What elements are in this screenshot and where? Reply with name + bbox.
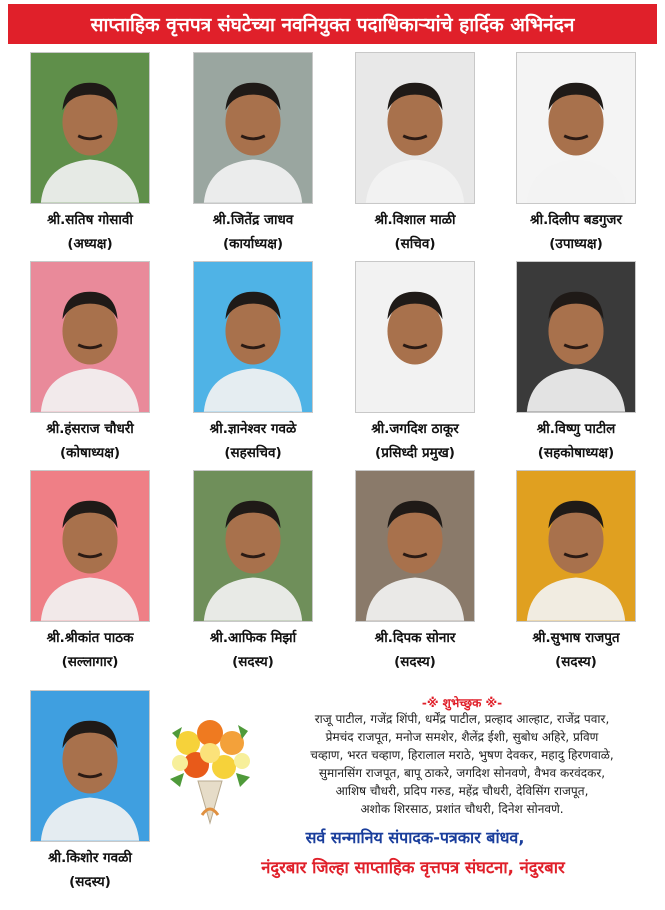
member-name: श्री.दिपक सोनार bbox=[374, 630, 456, 646]
member-role: (कार्याध्यक्ष) bbox=[222, 236, 284, 252]
member-photo bbox=[30, 690, 150, 842]
page-title: साप्ताहिक वृत्तपत्र संघटेच्या नवनियुक्त पदाधिकाऱ्यांचे हार्दिक अभिनंदन bbox=[90, 14, 575, 36]
bouquet-icon bbox=[158, 703, 262, 829]
member-photo bbox=[30, 470, 150, 622]
member-card bbox=[339, 52, 491, 252]
member-card bbox=[14, 470, 166, 670]
member-role: (अध्यक्ष) bbox=[67, 236, 113, 252]
member-card bbox=[339, 261, 491, 461]
member-role: (सहकोषाध्यक्ष) bbox=[537, 445, 615, 461]
wishers-line: सुमानसिंग राजपूत, बापू ठाकरे, जगदिश सोनवणे, वैभव करवंदकर, bbox=[318, 766, 606, 780]
member-card bbox=[14, 261, 166, 461]
member-role: (कोषाध्यक्ष) bbox=[59, 445, 121, 461]
member-name: श्री.सुभाष राजपुत bbox=[532, 630, 620, 646]
member-card bbox=[500, 470, 652, 670]
member-photo bbox=[516, 470, 636, 622]
wishers-heading: -※ शुभेच्छुक ※- bbox=[421, 696, 503, 710]
wishers-line: आशिष चौधरी, प्रदिप गरुड, महेंद्र चौधरी, देविसिंग राजपूत, bbox=[335, 784, 589, 798]
person-portrait-icon bbox=[194, 262, 312, 412]
person-portrait-icon bbox=[356, 262, 474, 412]
member-role: (सहसचिव) bbox=[224, 445, 282, 461]
member-name: श्री.जितेंद्र जाधव bbox=[212, 212, 294, 228]
member-card bbox=[339, 470, 491, 670]
member-name: श्री.श्रीकांत पाठक bbox=[46, 630, 134, 646]
person-portrait-icon bbox=[517, 53, 635, 203]
member-photo bbox=[193, 261, 313, 413]
member-photo bbox=[193, 52, 313, 204]
member-role: (प्रसिध्दी प्रमुख) bbox=[375, 445, 455, 461]
person-portrait-icon bbox=[517, 262, 635, 412]
person-portrait-icon bbox=[31, 471, 149, 621]
member-card bbox=[177, 52, 329, 252]
member-name: श्री.विशाल माळी bbox=[374, 212, 456, 228]
wishers-line: अशोक शिरसाठ, प्रशांत चौधरी, दिनेश सोनवणे. bbox=[360, 802, 564, 816]
flower-bouquet-image bbox=[158, 703, 262, 829]
member-photo bbox=[355, 52, 475, 204]
page-title-banner bbox=[8, 4, 657, 44]
member-role: (उपाध्यक्ष) bbox=[549, 236, 603, 252]
member-role: (सल्लागार) bbox=[61, 654, 119, 670]
person-portrait-icon bbox=[356, 53, 474, 203]
wishers-list bbox=[268, 710, 656, 818]
member-card bbox=[14, 52, 166, 252]
person-portrait-icon bbox=[194, 471, 312, 621]
person-portrait-icon bbox=[31, 53, 149, 203]
closing-line-2: नंदुरबार जिल्हा साप्ताहिक वृत्तपत्र संघटना, नंदुरबार bbox=[261, 858, 565, 877]
member-photo bbox=[355, 470, 475, 622]
member-photo bbox=[30, 261, 150, 413]
member-card bbox=[500, 52, 652, 252]
member-name: श्री.हंसराज चौधरी bbox=[46, 421, 134, 437]
member-photo bbox=[516, 261, 636, 413]
member-name: श्री.आफिक मिर्झा bbox=[209, 630, 297, 646]
member-role: (सदस्य) bbox=[69, 874, 111, 890]
person-portrait-icon bbox=[356, 471, 474, 621]
wishers-line: राजू पाटील, गजेंद्र शिंपी, धर्मेंद्र पाटील, प्रल्हाद आल्हाट, राजेंद्र पवार, bbox=[314, 712, 610, 726]
member-name: श्री.जगदिश ठाकूर bbox=[371, 421, 459, 437]
person-portrait-icon bbox=[194, 53, 312, 203]
member-name: श्री.ज्ञानेश्वर गवळे bbox=[209, 421, 297, 437]
member-role: (सदस्य) bbox=[555, 654, 597, 670]
member-card bbox=[177, 261, 329, 461]
person-portrait-icon bbox=[31, 262, 149, 412]
person-portrait-icon bbox=[31, 691, 149, 841]
member-name: श्री.सतिष गोसावी bbox=[47, 212, 133, 228]
member-name: श्री.दिलीप बडगुजर bbox=[530, 212, 622, 228]
member-card bbox=[500, 261, 652, 461]
wishers-line: प्रेमचंद राजपूत, मनोज समशेर, शैलेंद्र ईशी, सुबोध अहिरे, प्रविण bbox=[325, 730, 599, 744]
member-photo bbox=[516, 52, 636, 204]
member-role: (सदस्य) bbox=[232, 654, 274, 670]
member-role: (सदस्य) bbox=[394, 654, 436, 670]
member-name: श्री.किशोर गवळी bbox=[48, 850, 132, 866]
member-card bbox=[177, 470, 329, 670]
member-card bbox=[14, 690, 166, 890]
member-photo bbox=[30, 52, 150, 204]
member-role: (सचिव) bbox=[394, 236, 436, 252]
closing-line-1: सर्व सन्मानिय संपादक-पत्रकार बांधव, bbox=[305, 828, 525, 847]
member-name: श्री.विष्णु पाटील bbox=[536, 421, 616, 437]
wishers-line: चव्हाण, भरत चव्हाण, हिरालाल मराठे, भुषण देवकर, महादु हिरणवाळे, bbox=[310, 748, 614, 762]
member-photo bbox=[355, 261, 475, 413]
member-photo bbox=[193, 470, 313, 622]
person-portrait-icon bbox=[517, 471, 635, 621]
